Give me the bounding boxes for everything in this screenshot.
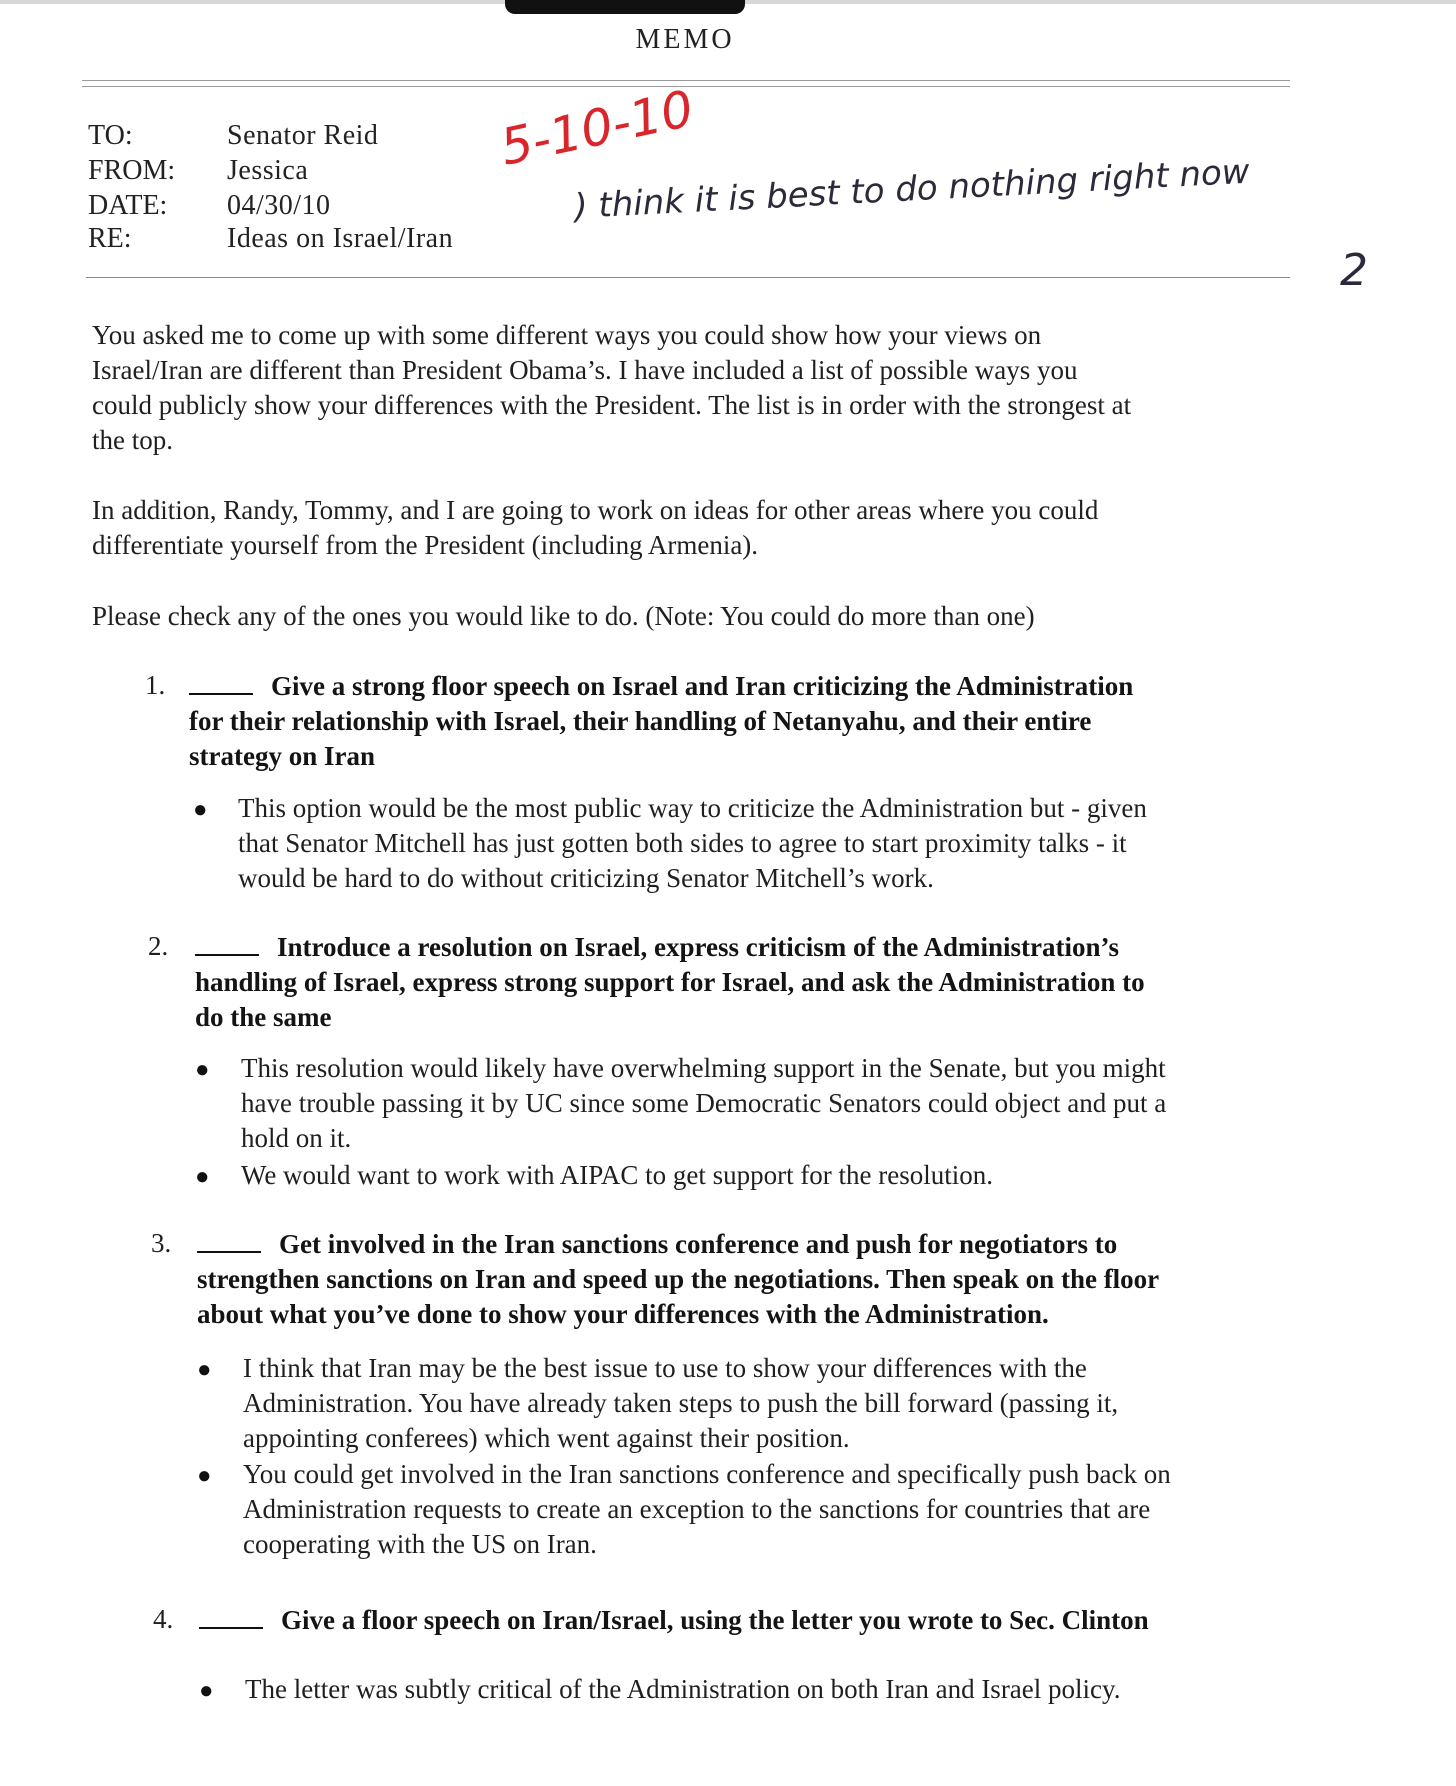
handwritten-note: ) think it is best to do nothing right now [573,151,1251,227]
date-value: 04/30/10 [227,190,331,221]
text-line: You could get involved in the Iran sanctions conference and specifically push back on [243,1459,1171,1489]
text-line: You asked me to come up with some different ways you could show how your views on [92,320,1042,350]
bullet-item [243,1351,1353,1456]
text-line: could publicly show your differences with the President. The list is in order with the strongest at [92,390,1132,420]
heading-line: strategy on Iran [189,741,375,771]
text-line: differentiate yourself from the President (including Armenia). [92,530,759,560]
text-line: would be hard to do without criticizing Senator Mitchell’s work. [238,863,934,893]
heading-line: Get involved in the Iran sanctions conference and push for negotiators to [279,1229,1118,1259]
text-line: This resolution would likely have overwhelming support in the Senate, but you might [241,1053,1166,1083]
text-line: In addition, Randy, Tommy, and I are going to work on ideas for other areas where you could [92,495,1099,525]
text-line: Administration requests to create an exception to the sanctions for countries that are [243,1494,1151,1524]
text-line: The letter was subtly critical of the Administration on both Iran and Israel policy. [245,1674,1121,1704]
heading-line: for their relationship with Israel, their handling of Netanyahu, and their entire [189,706,1092,736]
handwritten-date: 5-10-10 [495,79,699,177]
option-heading [197,1227,1347,1332]
memo-title: MEMO [635,24,735,55]
option-number: 2. [148,931,169,961]
bullet-item [241,1158,1341,1193]
re-value: Ideas on Israel/Iran [227,223,454,254]
text-line: cooperating with the US on Iran. [243,1529,597,1559]
text-line: Please check any of the ones you would like to do. (Note: You could do more than one) [92,601,1035,631]
checkbox-blank[interactable] [199,1626,263,1629]
bullet-item [243,1457,1353,1562]
bullet-dot: ● [195,1164,210,1190]
bullet-dot: ● [197,1357,212,1383]
bullet-dot: ● [195,1057,210,1083]
from-value: Jessica [227,155,309,186]
bullet-dot: ● [193,797,208,823]
text-line: have trouble passing it by UC since some Democratic Senators could object and put a [241,1088,1167,1118]
to-label: TO: [88,120,133,151]
option-number: 4. [153,1604,174,1634]
re-label: RE: [88,223,132,254]
bullet-dot: ● [199,1678,214,1704]
checkbox-blank[interactable] [195,953,259,956]
heading-line: Introduce a resolution on Israel, express criticism of the Administration’s [277,932,1119,962]
checkbox-blank[interactable] [197,1250,261,1253]
heading-line: Give a floor speech on Iran/Israel, using the letter you wrote to Sec. Clinton [281,1605,1149,1635]
text-line: appointing conferees) which went against their position. [243,1423,850,1453]
option-heading [195,930,1335,1035]
handwritten-mark: 2 [1340,245,1368,296]
bullet-item [241,1051,1341,1156]
checkbox-blank[interactable] [189,692,253,695]
option-heading [199,1603,1349,1638]
option-number: 3. [151,1228,172,1258]
text-line: Israel/Iran are different than President Obama’s. I have included a list of possible ways you [92,355,1078,385]
text-line: hold on it. [241,1123,352,1153]
option-number: 1. [145,670,166,700]
text-line: the top. [92,425,173,455]
text-line: This option would be the most public way to criticize the Administration but - given [238,793,1147,823]
date-label: DATE: [88,190,168,221]
text-line: We would want to work with AIPAC to get support for the resolution. [241,1160,994,1190]
from-label: FROM: [88,155,176,186]
heading-line: strengthen sanctions on Iran and speed up the negotiations. Then speak on the floor [197,1264,1160,1294]
bullet-dot: ● [197,1463,212,1489]
intro-paragraph-3 [92,599,1322,634]
text-line: that Senator Mitchell has just gotten both sides to agree to start proximity talks - it [238,828,1127,858]
heading-line: Give a strong floor speech on Israel and Iran criticizing the Administration [271,671,1134,701]
intro-paragraph-1 [92,318,1322,458]
bullet-item [245,1672,1355,1707]
text-line: Administration. You have already taken steps to push the bill forward (passing it, [243,1388,1119,1418]
intro-paragraph-2 [92,493,1322,563]
text-line: I think that Iran may be the best issue to use to show your differences with the [243,1353,1087,1383]
handwriting-layer [0,0,1456,300]
bullet-item [238,791,1338,896]
heading-line: handling of Israel, express strong support for Israel, and ask the Administration to [195,967,1145,997]
option-heading [189,669,1329,774]
heading-line: about what you’ve done to show your differences with the Administration. [197,1299,1049,1329]
to-value: Senator Reid [227,120,379,151]
heading-line: do the same [195,1002,332,1032]
